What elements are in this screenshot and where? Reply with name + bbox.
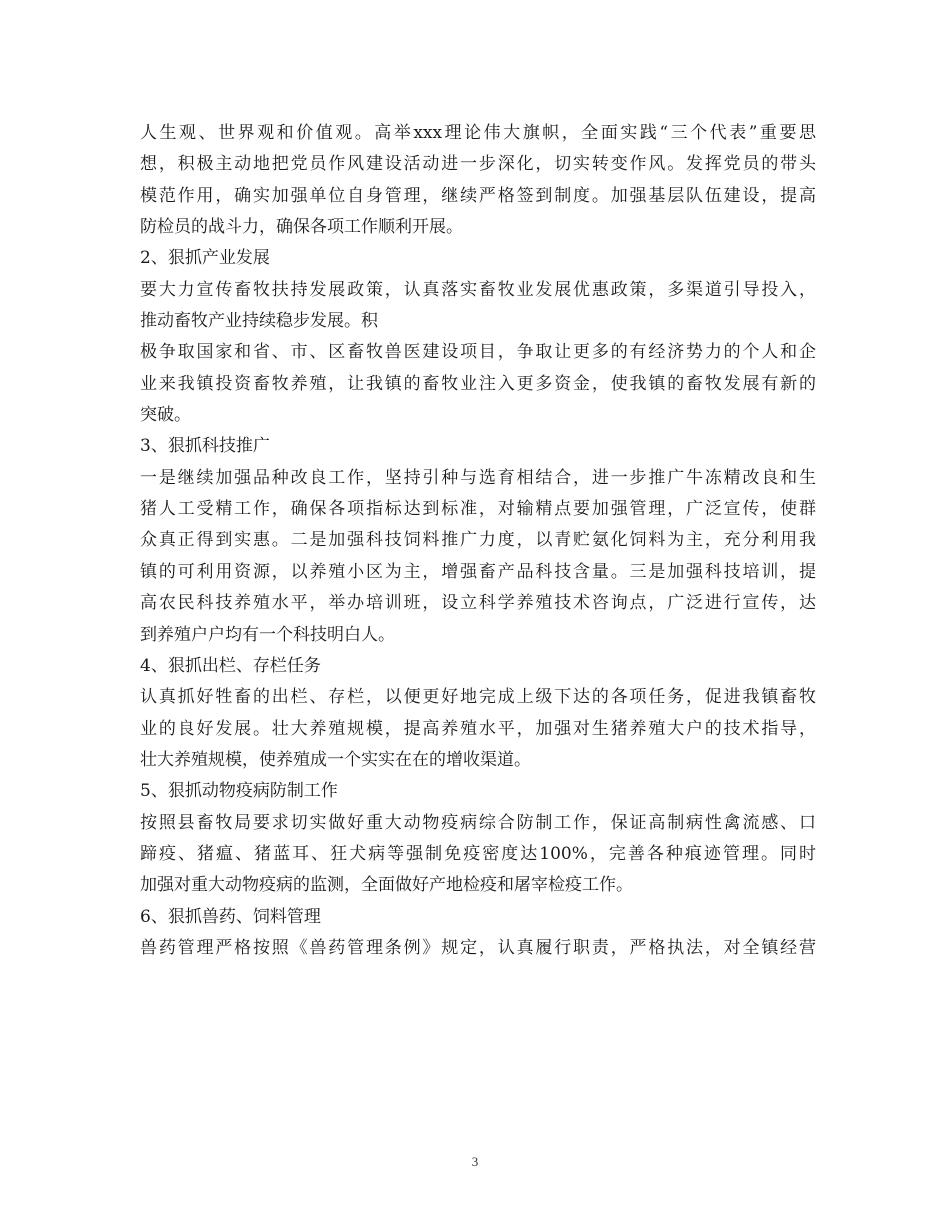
paragraph-line: 业来我镇投资畜牧养殖，让我镇的畜牧业注入更多资金，使我镇的畜牧发展有新的 [140, 373, 816, 394]
paragraph-line: 加强对重大动物疫病的监测，全面做好产地检疫和屠宰检疫工作。 [140, 875, 633, 896]
paragraph-line: 高农民科技养殖水平，举办培训班，设立科学养殖技术咨询点，广泛进行宣传，达 [140, 593, 816, 614]
paragraph-line: 想，积极主动地把党员作风建设活动进一步深化，切实转变作风。发挥党员的带头 [140, 154, 816, 175]
paragraph-line: 一是继续加强品种改良工作，坚持引种与选育相结合，进一步推广牛冻精改良和生 [140, 467, 816, 488]
paragraph-line: 突破。 [140, 405, 191, 426]
paragraph-line: 猪人工受精工作，确保各项指标达到标准，对输精点要加强管理，广泛宣传，使群 [140, 499, 816, 520]
paragraph-line: 模范作用，确实加强单位自身管理，继续严格签到制度。加强基层队伍建设，提高 [140, 185, 816, 206]
paragraph-line: 到养殖户户均有一个科技明白人。 [140, 624, 395, 645]
section-heading: 2、狠抓产业发展 [140, 248, 270, 269]
paragraph-line: 兽药管理严格按照《兽药管理条例》规定，认真履行职责，严格执法，对全镇经营 [140, 937, 816, 958]
section-heading: 4、狠抓出栏、存栏任务 [140, 655, 321, 676]
paragraph-line: 认真抓好牲畜的出栏、存栏，以便更好地完成上级下达的各项任务，促进我镇畜牧 [140, 687, 816, 708]
section-heading: 6、狠抓兽药、饲料管理 [140, 906, 321, 927]
paragraph-line: 业的良好发展。壮大养殖规模，提高养殖水平，加强对生猪养殖大户的技术指导， [140, 718, 816, 739]
paragraph-line: 众真正得到实惠。二是加强科技饲料推广力度，以青贮氨化饲料为主，充分利用我 [140, 530, 816, 551]
paragraph-line: 极争取国家和省、市、区畜牧兽医建设项目，争取让更多的有经济势力的个人和企 [140, 342, 816, 363]
page-number: 3 [471, 1154, 479, 1169]
paragraph-line: 镇的可利用资源，以养殖小区为主，增强畜产品科技含量。三是加强科技培训，提 [140, 561, 816, 582]
paragraph-line: 推动畜牧产业持续稳步发展。积 [140, 311, 378, 332]
paragraph-line: 人生观、世界观和价值观。高举xxx理论伟大旗帜，全面实践“三个代表”重要思 [140, 123, 816, 143]
section-heading: 3、狠抓科技推广 [140, 436, 270, 457]
document-body [140, 118, 816, 964]
paragraph-line: 壮大养殖规模，使养殖成一个实实在在的增收渠道。 [140, 749, 531, 770]
paragraph-line: 防检员的战斗力，确保各项工作顺利开展。 [140, 217, 463, 238]
paragraph-line: 要大力宣传畜牧扶持发展政策，认真落实畜牧业发展优惠政策，多渠道引导投入， [140, 279, 816, 300]
paragraph-line: 蹄疫、猪瘟、猪蓝耳、狂犬病等强制免疫密度达100%，完善各种痕迹管理。同时 [140, 843, 816, 864]
paragraph-line: 按照县畜牧局要求切实做好重大动物疫病综合防制工作，保证高制病性禽流感、口 [140, 812, 816, 833]
section-heading: 5、狠抓动物疫病防制工作 [140, 781, 338, 802]
